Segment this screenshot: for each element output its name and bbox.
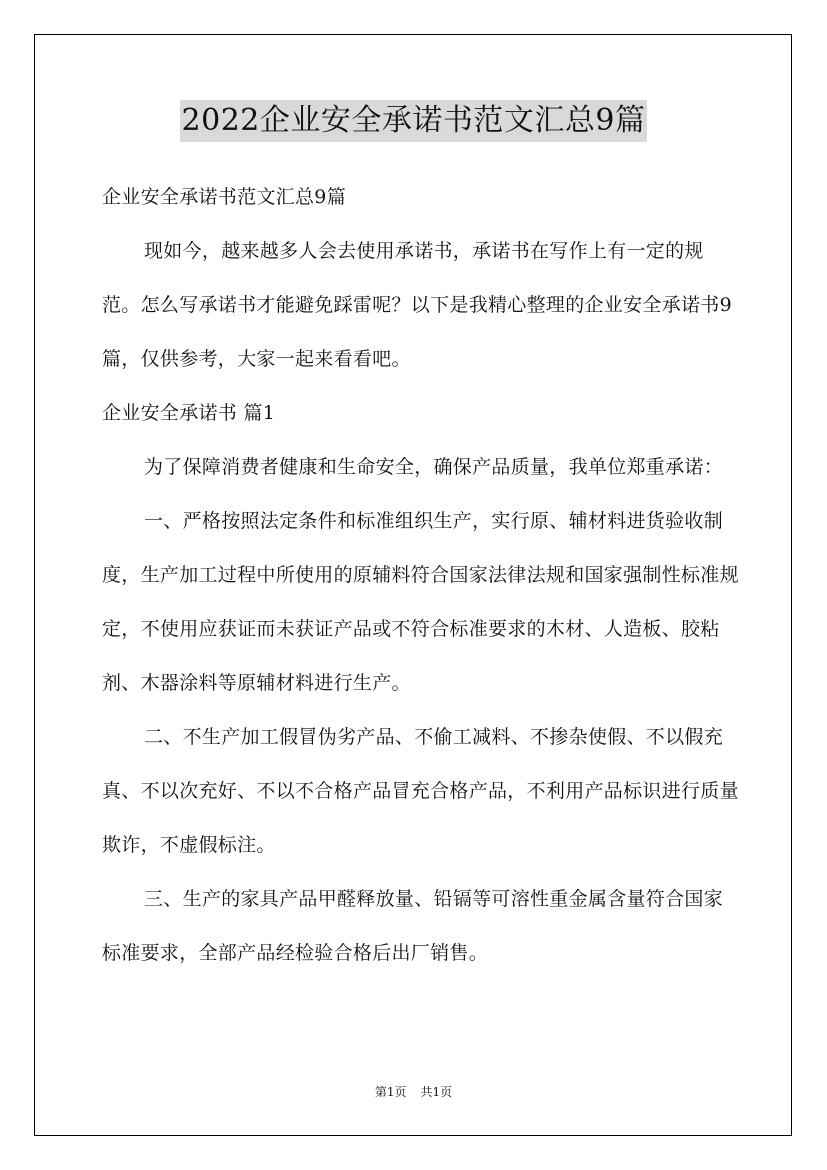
intro-paragraph: 现如今，越来越多人会去使用承诺书，承诺书在写作上有一定的规范。怎么写承诺书才能避免踩雷呢？以下是我精心整理的企业安全承诺书9篇，仅供参考，大家一起来看看吧。 xyxy=(102,240,732,370)
title-container xyxy=(0,100,827,142)
commitment-intro-paragraph: 为了保障消费者健康和生命安全，确保产品质量，我单位郑重承诺： xyxy=(144,456,724,478)
page-footer xyxy=(0,1084,827,1100)
page-total: 共1页 xyxy=(420,1085,453,1099)
section-heading: 企业安全承诺书 篇1 xyxy=(102,402,276,424)
subtitle-paragraph: 企业安全承诺书范文汇总9篇 xyxy=(102,186,346,208)
clause-one-paragraph: 一、严格按照法定条件和标准组织生产，实行原、辅材料进货验收制度，生产加工过程中所使用的原辅料符合国家法律法规和国家强制性标准规定，不使用应获证而未获证产品或不符合标准要求的木材、人造板、胶粘剂、木器涂料等原辅材料进行生产。 xyxy=(102,510,739,694)
clause-three-paragraph: 三、生产的家具产品甲醛释放量、铅镉等可溶性重金属含量符合国家标准要求，全部产品经检验合格后出厂销售。 xyxy=(102,888,724,964)
document-body xyxy=(102,170,742,980)
document-title: 2022企业安全承诺书范文汇总9篇 xyxy=(180,100,648,142)
page-number: 第1页 xyxy=(374,1085,407,1099)
clause-two-paragraph: 二、不生产加工假冒伪劣产品、不偷工减料、不掺杂使假、不以假充真、不以次充好、不以不合格产品冒充合格产品，不利用产品标识进行质量欺诈，不虚假标注。 xyxy=(102,726,739,856)
